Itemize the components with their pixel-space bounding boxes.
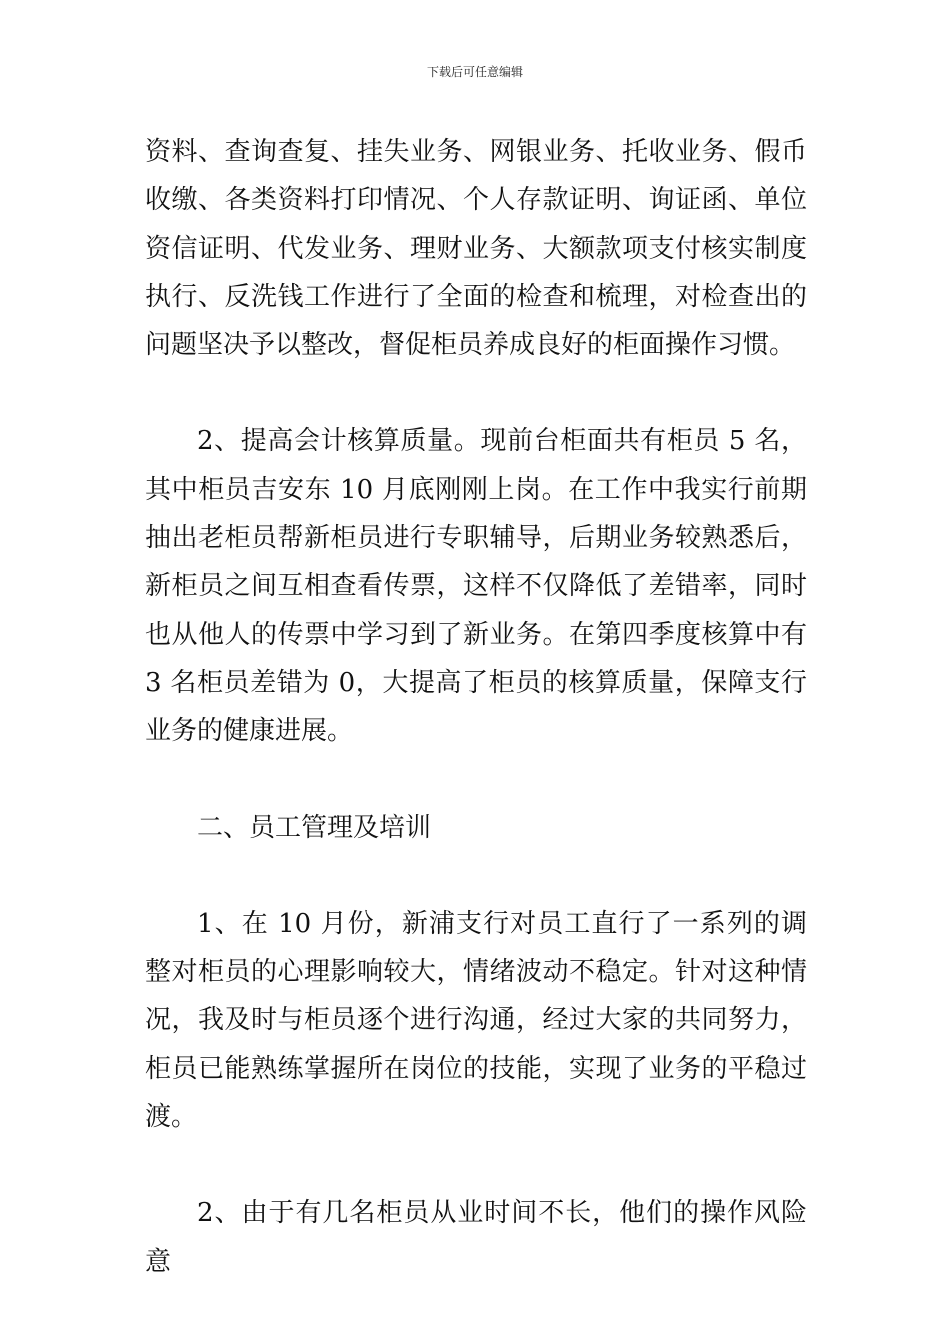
paragraph-gap — [145, 369, 807, 417]
paragraph-gap — [145, 756, 807, 804]
paragraph-4: 2、由于有几名柜员从业时间不长，他们的操作风险意 — [145, 1198, 807, 1277]
paragraph-2: 2、提高会计核算质量。现前台柜面共有柜员 5 名，其中柜员吉安东 10 月底刚刚上岗。在工作中我实行前期抽出老柜员帮新柜员进行专职辅导，后期业务较熟悉后，新柜员之间互相查看传票，这样不仅降低了差错率，同时也从他人的传票中学习到了新业务。在第四季度核算中有 3 名柜员差错为 0，大提高了柜员的核算质量，保障支行业务的健康进展。 — [145, 426, 807, 747]
paragraph-gap — [145, 852, 807, 900]
paragraph-1: 资料、查询查复、挂失业务、网银业务、托收业务、假币收缴、各类资料打印情况、个人存款证明、询证函、单位资信证明、代发业务、理财业务、大额款项支付核实制度执行、反洗钱工作进行了全面的检查和梳理，对检查出的问题坚决予以整改，督促柜员养成良好的柜面操作习惯。 — [145, 137, 807, 361]
paragraph-3: 1、在 10 月份，新浦支行对员工直行了一系列的调整对柜员的心理影响较大，情绪波动不稳定。针对这种情况，我及时与柜员逐个进行沟通，经过大家的共同努力，柜员已能熟练掌握所在岗位的技能，实现了业务的平稳过渡。 — [145, 908, 807, 1133]
paragraph-gap — [145, 1141, 807, 1189]
document-body — [145, 128, 807, 1286]
page-header: 下载后可任意编辑 — [426, 65, 523, 79]
section-heading: 二、员工管理及培训 — [197, 812, 432, 843]
